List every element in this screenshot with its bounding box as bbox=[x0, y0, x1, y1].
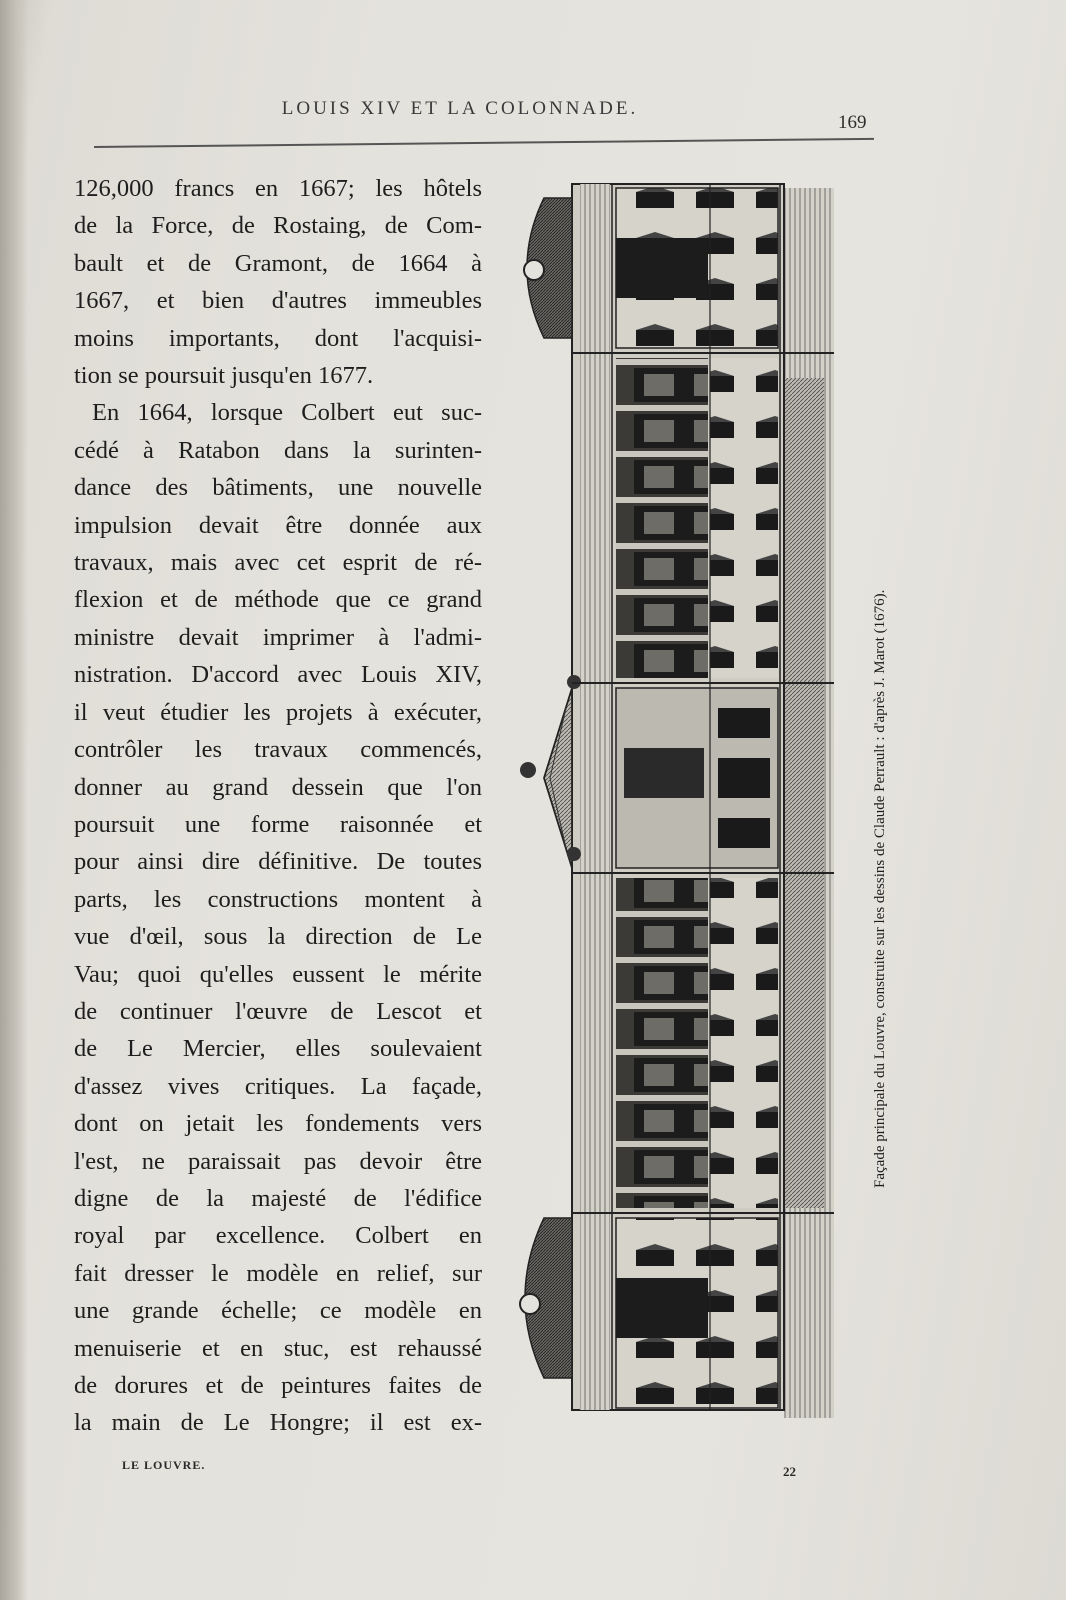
text-line: fait dresser le modèle en relief, sur bbox=[74, 1259, 482, 1287]
text-line: ministre devait imprimer à l'admi- bbox=[74, 623, 482, 651]
text-line: moins importants, dont l'acquisi- bbox=[74, 324, 482, 352]
text-line: donner au grand dessein que l'on bbox=[74, 773, 482, 801]
figure-caption: Façade principale du Louvre, construite sur les dessins de Claude Perrault : d'après J. Marot (1676). bbox=[872, 589, 888, 1188]
text-line: digne de la majesté de l'édifice bbox=[74, 1184, 482, 1212]
header-rule bbox=[94, 138, 874, 148]
text-line: tion se poursuit jusqu'en 1677. bbox=[74, 362, 374, 390]
text-line: dance des bâtiments, une nouvelle bbox=[74, 474, 482, 502]
page-number: 169 bbox=[838, 112, 867, 133]
text-line: pour ainsi dire définitive. De toutes bbox=[74, 848, 482, 876]
text-line: travaux, mais avec cet esprit de ré- bbox=[74, 549, 482, 577]
text-line: contrôler les travaux commencés, bbox=[74, 736, 482, 764]
louvre-facade-engraving-icon bbox=[504, 178, 852, 1438]
text-line: cédé à Ratabon dans la surinten- bbox=[74, 436, 482, 464]
text-line: de dorures et de peintures faites de bbox=[74, 1372, 482, 1399]
text-line: d'assez vives critiques. La façade, bbox=[74, 1072, 482, 1100]
text-line: bault et de Gramont, de 1664 à bbox=[74, 249, 482, 277]
text-line: 1667, et bien d'autres immeubles bbox=[74, 287, 482, 315]
text-line: vue d'œil, sous la direction de Le bbox=[74, 923, 482, 951]
footer-signature-number: 22 bbox=[783, 1464, 796, 1479]
text-line: Vau; quoi qu'elles eussent le mérite bbox=[74, 960, 482, 988]
text-line: parts, les constructions montent à bbox=[74, 885, 482, 913]
text-line: de Le Mercier, elles soulevaient bbox=[74, 1035, 482, 1063]
body-text bbox=[74, 170, 482, 1442]
text-line: 126,000 francs en 1667; les hôtels bbox=[74, 175, 482, 202]
footer-signature: LE LOUVRE. bbox=[122, 1458, 206, 1472]
text-line: nistration. D'accord avec Louis XIV, bbox=[74, 661, 482, 689]
text-line: royal par excellence. Colbert en bbox=[74, 1222, 482, 1250]
text-line: l'est, ne paraissait pas devoir être bbox=[74, 1147, 482, 1175]
text-line: En 1664, lorsque Colbert eut suc- bbox=[92, 399, 482, 427]
text-line: impulsion devait être donnée aux bbox=[74, 511, 482, 539]
text-line: il veut étudier les projets à exécuter, bbox=[74, 698, 482, 726]
text-line: menuiserie et en stuc, est rehaussé bbox=[74, 1334, 482, 1362]
text-line: poursuit une forme raisonnée et bbox=[74, 810, 482, 838]
text-line: flexion et de méthode que ce grand bbox=[74, 586, 482, 614]
gutter-shadow bbox=[0, 0, 28, 1600]
text-line: la main de Le Hongre; il est ex- bbox=[74, 1409, 482, 1437]
text-line: dont on jetait les fondements vers bbox=[74, 1110, 482, 1138]
running-head: LOUIS XIV ET LA COLONNADE. bbox=[281, 98, 639, 119]
text-line: de la Force, de Rostaing, de Com- bbox=[74, 212, 482, 240]
text-line: de continuer l'œuvre de Lescot et bbox=[74, 997, 482, 1025]
text-line: une grande échelle; ce modèle en bbox=[74, 1297, 482, 1325]
